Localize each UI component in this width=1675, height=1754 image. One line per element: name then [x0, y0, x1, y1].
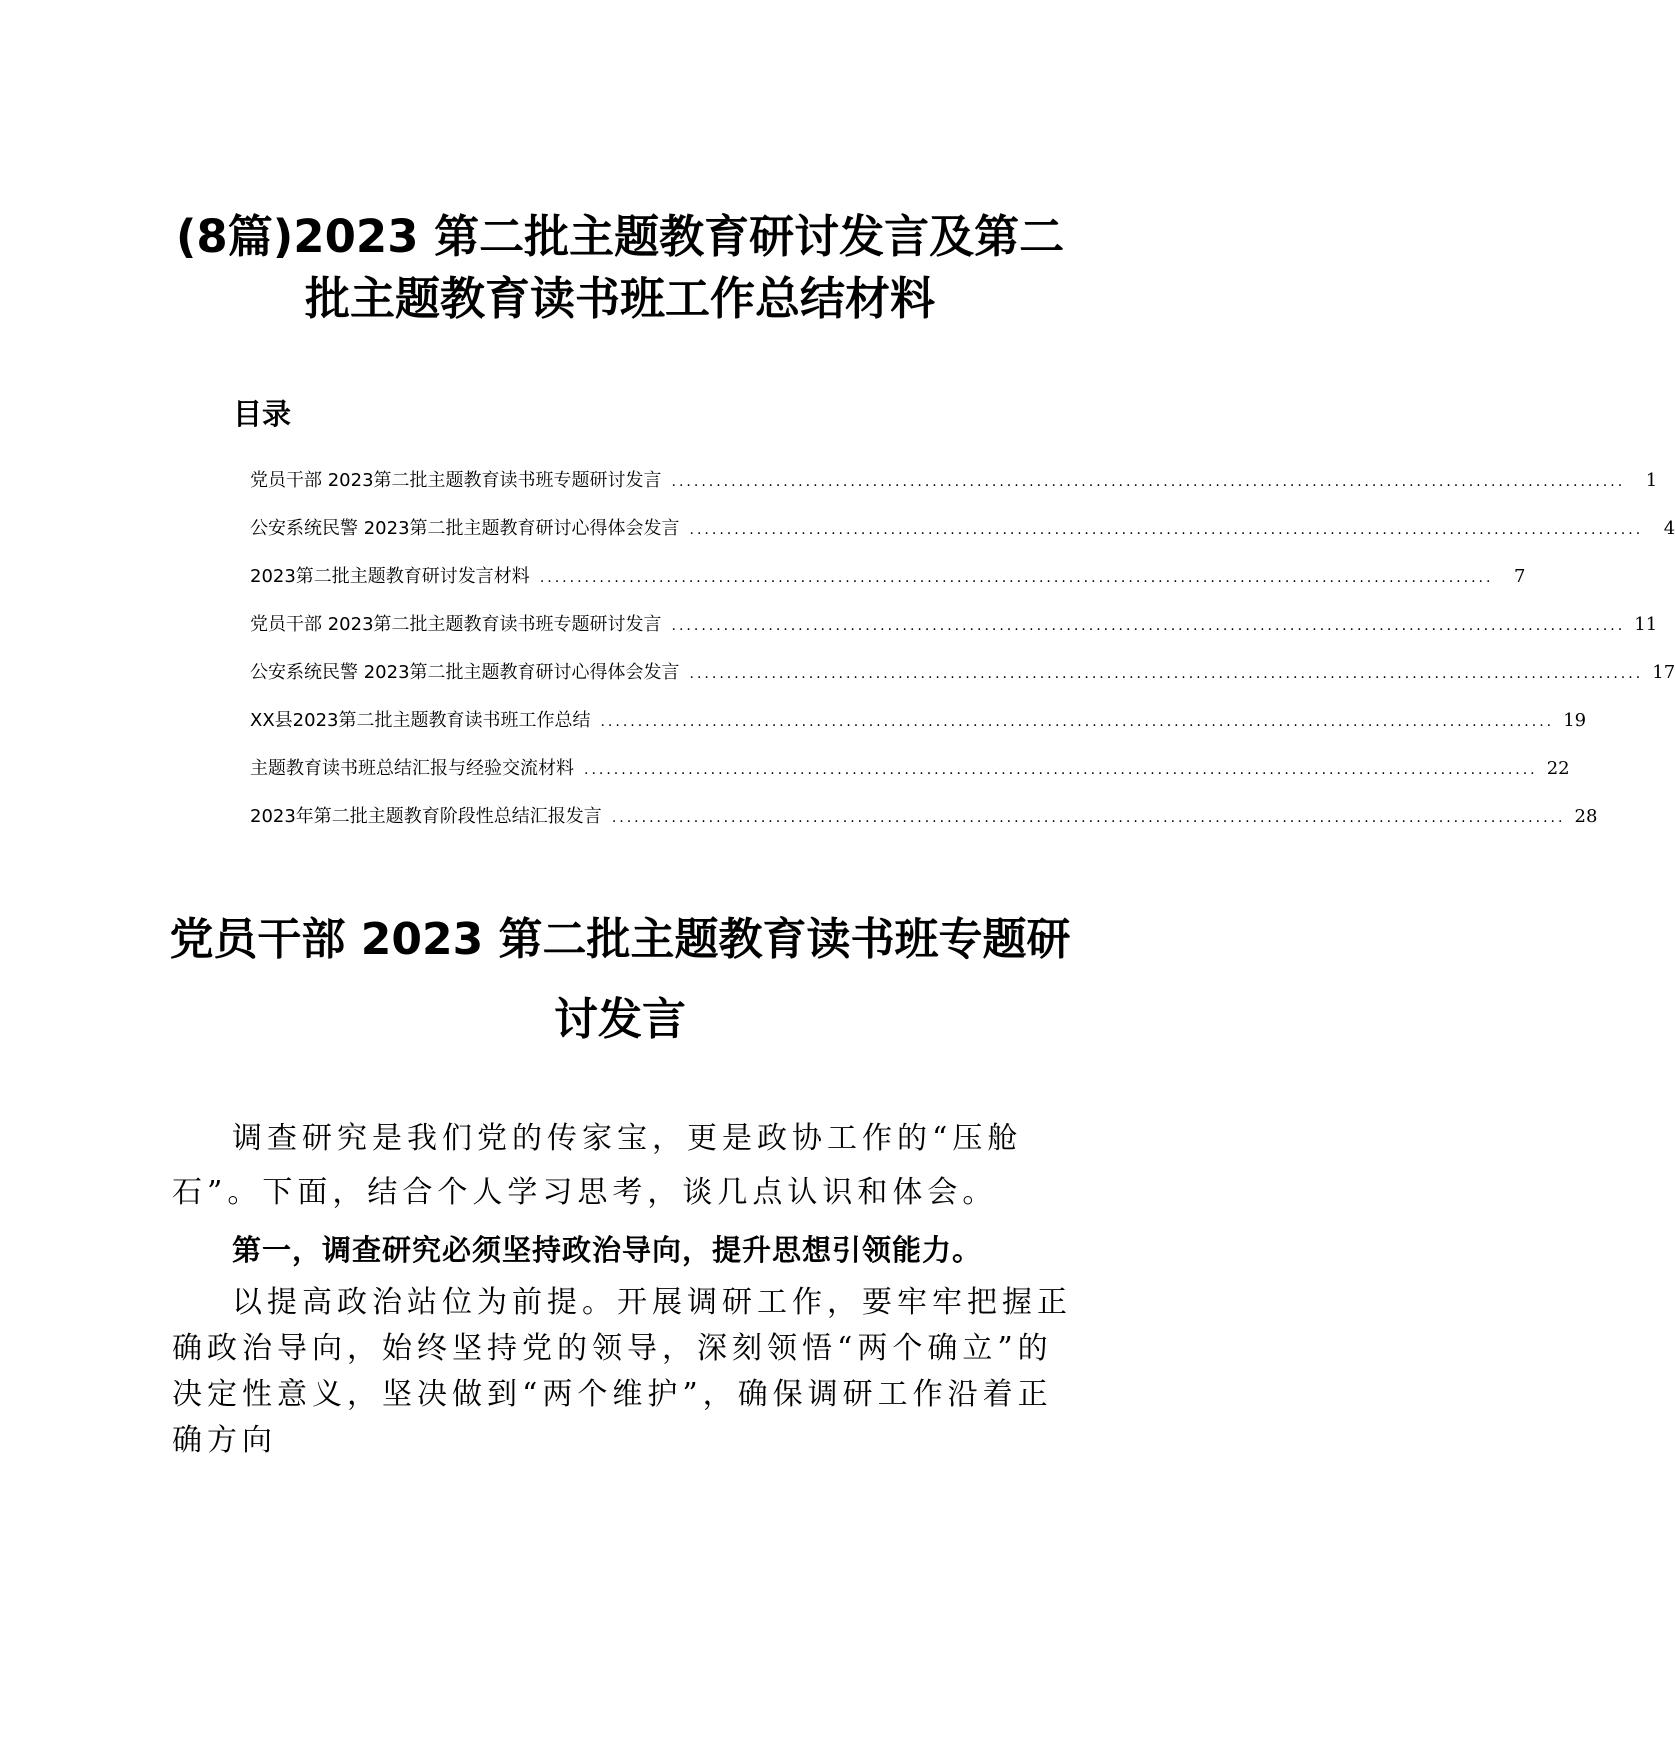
toc-entry-page: 4 [1663, 518, 1675, 539]
toc-entry-title: 公安系统民警 2023第二批主题教育研讨心得体会发言 [250, 518, 680, 539]
toc-entry-1[interactable] [250, 466, 1658, 514]
toc-entry-4[interactable] [250, 610, 1658, 658]
toc-leader-dots: ................................................................................................................................ [539, 570, 1494, 586]
toc-entry-title: 党员干部 2023第二批主题教育读书班专题研讨发言 [250, 470, 662, 491]
section-body [172, 1112, 1072, 1464]
toc-entry-2[interactable] [250, 514, 1675, 562]
document-title-line2: 批主题教育读书班工作总结材料 [304, 272, 935, 325]
toc-entry-5[interactable] [250, 658, 1675, 706]
toc-leader-dots: ................................................................................................................................ [689, 522, 1644, 538]
toc-entry-page: 1 [1645, 470, 1658, 491]
toc-entry-page: 17 [1652, 662, 1675, 683]
section-subheading: 第一，调查研究必须坚持政治导向，提升思想引领能力。 [232, 1233, 983, 1267]
toc-entry-page: 7 [1513, 566, 1526, 587]
toc-entry-title: 主题教育读书班总结汇报与经验交流材料 [250, 758, 574, 779]
toc-heading: 目录 [233, 397, 292, 431]
toc-leader-dots: ................................................................................................................................ [671, 474, 1626, 490]
toc-leader-dots: ................................................................................................................................ [584, 762, 1538, 778]
toc-entry-title: XX县2023第二批主题教育读书班工作总结 [250, 710, 591, 731]
toc-entry-8[interactable] [250, 802, 1598, 850]
toc-entry-6[interactable] [250, 706, 1587, 754]
document-title-line1: (8篇)2023 第二批主题教育研讨发言及第二 [175, 210, 1065, 263]
section-title [150, 900, 1090, 1060]
toc-leader-dots: ................................................................................................................................ [611, 810, 1566, 826]
toc-leader-dots: ................................................................................................................................ [671, 618, 1626, 634]
body-paragraph: 调查研究是我们党的传家宝，更是政协工作的“压舱石”。下面，结合个人学习思考，谈几点认识和体会。 [172, 1121, 1023, 1210]
toc-entry-title: 2023年第二批主题教育阶段性总结汇报发言 [250, 806, 602, 827]
toc-entry-title: 公安系统民警 2023第二批主题教育研讨心得体会发言 [250, 662, 680, 683]
toc-entry-title: 党员干部 2023第二批主题教育读书班专题研讨发言 [250, 614, 662, 635]
toc-entry-page: 28 [1574, 806, 1598, 827]
table-of-contents [250, 466, 1675, 850]
body-paragraph: 以提高政治站位为前提。开展调研工作，要牢牢把握正确政治导向，始终坚持党的领导，深刻领悟“两个确立”的决定性意义，坚决做到“两个维护”，确保调研工作沿着正确方向 [172, 1285, 1072, 1458]
toc-entry-title: 2023第二批主题教育研讨发言材料 [250, 566, 530, 587]
section-title-line2: 讨发言 [554, 994, 686, 1045]
toc-entry-7[interactable] [250, 754, 1570, 802]
toc-leader-dots: ................................................................................................................................ [600, 714, 1555, 730]
document-title [150, 206, 1090, 330]
toc-leader-dots: ................................................................................................................................ [689, 666, 1644, 682]
section-title-line1: 党员干部 2023 第二批主题教育读书班专题研 [169, 914, 1071, 965]
toc-entry-3[interactable] [250, 562, 1526, 610]
toc-entry-page: 19 [1563, 710, 1587, 731]
toc-entry-page: 22 [1546, 758, 1570, 779]
toc-entry-page: 11 [1634, 614, 1658, 635]
